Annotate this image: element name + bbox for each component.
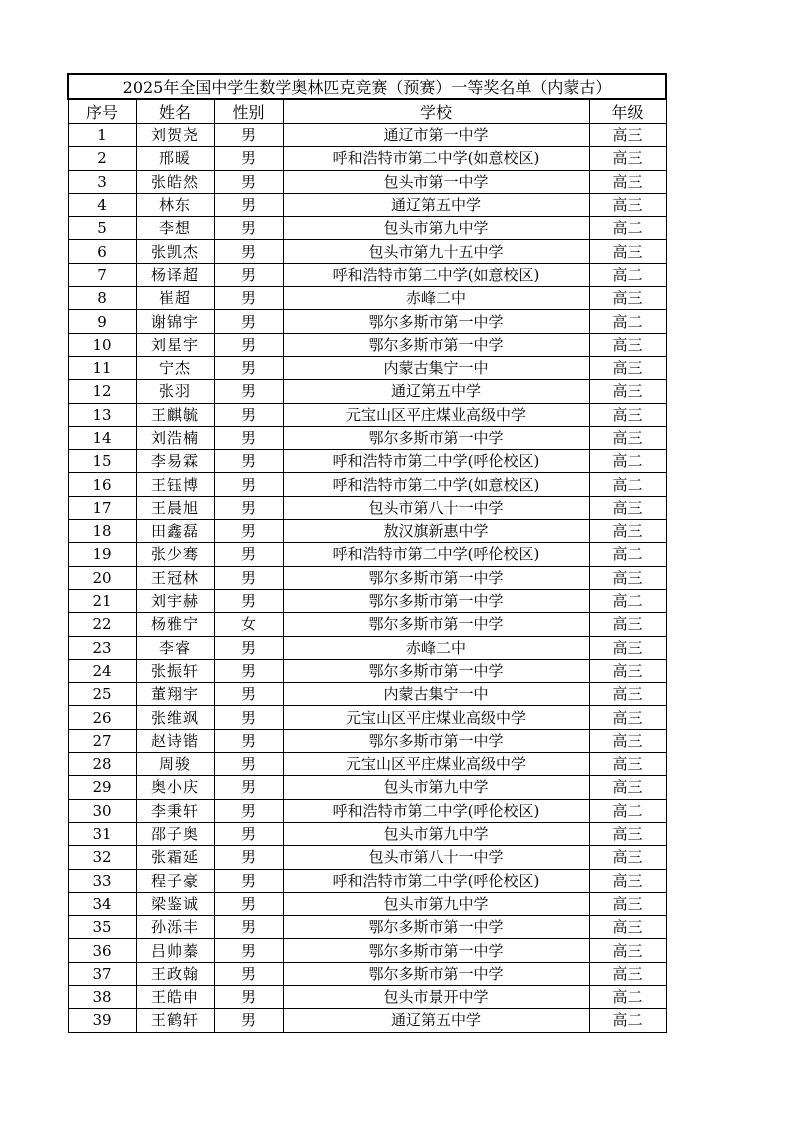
cell-school: 呼和浩特市第二中学(呼伦校区)	[283, 869, 589, 892]
cell-number: 5	[68, 217, 136, 240]
cell-grade: 高三	[589, 706, 666, 729]
award-table	[67, 73, 667, 1033]
cell-school: 内蒙古集宁一中	[283, 356, 589, 379]
cell-school: 鄂尔多斯市第一中学	[283, 566, 589, 589]
cell-grade: 高三	[589, 753, 666, 776]
cell-gender: 男	[214, 193, 283, 216]
cell-name: 王皓申	[136, 985, 214, 1008]
cell-school: 呼和浩特市第二中学(呼伦校区)	[283, 799, 589, 822]
cell-name: 杨译超	[136, 263, 214, 286]
cell-school: 鄂尔多斯市第一中学	[283, 613, 589, 636]
cell-number: 36	[68, 939, 136, 962]
table-row	[68, 962, 666, 985]
cell-school: 包头市第八十一中学	[283, 846, 589, 869]
cell-number: 30	[68, 799, 136, 822]
cell-school: 包头市第九中学	[283, 892, 589, 915]
cell-number: 39	[68, 1009, 136, 1032]
cell-gender: 男	[214, 170, 283, 193]
cell-number: 7	[68, 263, 136, 286]
cell-school: 呼和浩特市第二中学(如意校区)	[283, 147, 589, 170]
cell-gender: 男	[214, 729, 283, 752]
cell-grade: 高三	[589, 776, 666, 799]
cell-number: 27	[68, 729, 136, 752]
cell-number: 14	[68, 426, 136, 449]
cell-grade: 高三	[589, 240, 666, 263]
cell-gender: 男	[214, 822, 283, 845]
cell-school: 元宝山区平庄煤业高级中学	[283, 753, 589, 776]
cell-gender: 男	[214, 892, 283, 915]
cell-grade: 高三	[589, 170, 666, 193]
cell-grade: 高三	[589, 566, 666, 589]
cell-name: 张霜延	[136, 846, 214, 869]
table-row	[68, 170, 666, 193]
cell-name: 孙泺丰	[136, 916, 214, 939]
cell-school: 鄂尔多斯市第一中学	[283, 589, 589, 612]
table-row	[68, 939, 666, 962]
cell-name: 刘贺尧	[136, 124, 214, 147]
cell-number: 29	[68, 776, 136, 799]
cell-gender: 男	[214, 450, 283, 473]
cell-gender: 男	[214, 1009, 283, 1032]
table-row	[68, 147, 666, 170]
table-row	[68, 776, 666, 799]
cell-name: 王冠林	[136, 566, 214, 589]
cell-school: 赤峰二中	[283, 636, 589, 659]
cell-school: 包头市第九中学	[283, 776, 589, 799]
cell-school: 内蒙古集宁一中	[283, 683, 589, 706]
cell-school: 呼和浩特市第二中学(呼伦校区)	[283, 543, 589, 566]
table-row	[68, 520, 666, 543]
cell-number: 2	[68, 147, 136, 170]
table-row	[68, 240, 666, 263]
cell-school: 通辽第五中学	[283, 193, 589, 216]
cell-grade: 高二	[589, 799, 666, 822]
cell-grade: 高三	[589, 729, 666, 752]
cell-grade: 高二	[589, 450, 666, 473]
cell-name: 王钰博	[136, 473, 214, 496]
cell-gender: 男	[214, 869, 283, 892]
cell-number: 24	[68, 659, 136, 682]
table-row	[68, 846, 666, 869]
cell-grade: 高二	[589, 589, 666, 612]
cell-name: 张少骞	[136, 543, 214, 566]
cell-name: 王鹤轩	[136, 1009, 214, 1032]
cell-number: 31	[68, 822, 136, 845]
cell-school: 鄂尔多斯市第一中学	[283, 333, 589, 356]
cell-number: 12	[68, 380, 136, 403]
cell-school: 包头市第八十一中学	[283, 496, 589, 519]
cell-gender: 男	[214, 659, 283, 682]
cell-number: 15	[68, 450, 136, 473]
cell-grade: 高三	[589, 124, 666, 147]
cell-grade: 高二	[589, 473, 666, 496]
cell-gender: 男	[214, 473, 283, 496]
cell-number: 10	[68, 333, 136, 356]
cell-grade: 高三	[589, 659, 666, 682]
cell-school: 包头市景开中学	[283, 985, 589, 1008]
cell-gender: 男	[214, 240, 283, 263]
cell-name: 邵子奥	[136, 822, 214, 845]
table-row	[68, 916, 666, 939]
cell-name: 李想	[136, 217, 214, 240]
cell-number: 9	[68, 310, 136, 333]
table-row	[68, 496, 666, 519]
table-row	[68, 869, 666, 892]
cell-name: 程子豪	[136, 869, 214, 892]
table-row	[68, 589, 666, 612]
cell-name: 李易霖	[136, 450, 214, 473]
cell-name: 赵诗锴	[136, 729, 214, 752]
cell-gender: 男	[214, 263, 283, 286]
table-row	[68, 1009, 666, 1032]
table-row	[68, 683, 666, 706]
cell-number: 4	[68, 193, 136, 216]
cell-grade: 高三	[589, 520, 666, 543]
cell-number: 28	[68, 753, 136, 776]
cell-name: 王晨旭	[136, 496, 214, 519]
cell-name: 周骏	[136, 753, 214, 776]
cell-name: 张振轩	[136, 659, 214, 682]
header-gender: 性别	[214, 99, 283, 124]
cell-name: 梁鉴诚	[136, 892, 214, 915]
cell-gender: 男	[214, 543, 283, 566]
cell-number: 11	[68, 356, 136, 379]
header-row	[68, 99, 666, 124]
header-school: 学校	[283, 99, 589, 124]
table-row	[68, 892, 666, 915]
cell-school: 包头市第一中学	[283, 170, 589, 193]
cell-name: 王麒毓	[136, 403, 214, 426]
cell-gender: 男	[214, 916, 283, 939]
cell-gender: 男	[214, 356, 283, 379]
cell-number: 19	[68, 543, 136, 566]
cell-number: 18	[68, 520, 136, 543]
cell-grade: 高三	[589, 496, 666, 519]
table-row	[68, 450, 666, 473]
cell-gender: 男	[214, 846, 283, 869]
table-body	[68, 124, 666, 1033]
cell-number: 6	[68, 240, 136, 263]
cell-number: 20	[68, 566, 136, 589]
cell-gender: 男	[214, 496, 283, 519]
cell-name: 谢锦宇	[136, 310, 214, 333]
cell-gender: 男	[214, 799, 283, 822]
cell-gender: 男	[214, 706, 283, 729]
cell-gender: 男	[214, 589, 283, 612]
cell-name: 刘宇赫	[136, 589, 214, 612]
table-row	[68, 333, 666, 356]
cell-school: 鄂尔多斯市第一中学	[283, 729, 589, 752]
cell-gender: 男	[214, 776, 283, 799]
cell-number: 38	[68, 985, 136, 1008]
cell-name: 张羽	[136, 380, 214, 403]
cell-school: 鄂尔多斯市第一中学	[283, 426, 589, 449]
table-row	[68, 706, 666, 729]
table-row	[68, 613, 666, 636]
header-number: 序号	[68, 99, 136, 124]
cell-grade: 高三	[589, 613, 666, 636]
cell-number: 21	[68, 589, 136, 612]
cell-gender: 男	[214, 939, 283, 962]
cell-number: 33	[68, 869, 136, 892]
table-row	[68, 473, 666, 496]
cell-grade: 高三	[589, 333, 666, 356]
cell-number: 37	[68, 962, 136, 985]
cell-gender: 男	[214, 147, 283, 170]
cell-grade: 高三	[589, 356, 666, 379]
cell-name: 李秉轩	[136, 799, 214, 822]
table-row	[68, 799, 666, 822]
table-row	[68, 753, 666, 776]
cell-number: 8	[68, 287, 136, 310]
cell-name: 张凯杰	[136, 240, 214, 263]
cell-name: 杨雅宁	[136, 613, 214, 636]
cell-grade: 高三	[589, 916, 666, 939]
cell-grade: 高三	[589, 147, 666, 170]
cell-school: 包头市第九中学	[283, 217, 589, 240]
table-row	[68, 217, 666, 240]
table-row	[68, 287, 666, 310]
table-row	[68, 566, 666, 589]
cell-school: 鄂尔多斯市第一中学	[283, 659, 589, 682]
cell-number: 16	[68, 473, 136, 496]
table-row	[68, 124, 666, 147]
cell-number: 35	[68, 916, 136, 939]
table-row	[68, 356, 666, 379]
cell-grade: 高二	[589, 1009, 666, 1032]
cell-grade: 高二	[589, 310, 666, 333]
cell-gender: 男	[214, 566, 283, 589]
cell-school: 鄂尔多斯市第一中学	[283, 939, 589, 962]
cell-grade: 高三	[589, 869, 666, 892]
cell-name: 宁杰	[136, 356, 214, 379]
cell-school: 鄂尔多斯市第一中学	[283, 310, 589, 333]
cell-school: 元宝山区平庄煤业高级中学	[283, 706, 589, 729]
cell-number: 22	[68, 613, 136, 636]
cell-name: 董翔宇	[136, 683, 214, 706]
cell-gender: 男	[214, 380, 283, 403]
cell-number: 13	[68, 403, 136, 426]
cell-grade: 高二	[589, 263, 666, 286]
cell-name: 李睿	[136, 636, 214, 659]
table-row	[68, 426, 666, 449]
table-row	[68, 543, 666, 566]
cell-school: 鄂尔多斯市第一中学	[283, 916, 589, 939]
cell-grade: 高三	[589, 846, 666, 869]
cell-gender: 男	[214, 753, 283, 776]
cell-name: 刘星宇	[136, 333, 214, 356]
cell-gender: 女	[214, 613, 283, 636]
cell-gender: 男	[214, 310, 283, 333]
cell-grade: 高三	[589, 962, 666, 985]
cell-gender: 男	[214, 683, 283, 706]
cell-grade: 高二	[589, 217, 666, 240]
cell-grade: 高三	[589, 822, 666, 845]
cell-gender: 男	[214, 287, 283, 310]
header-name: 姓名	[136, 99, 214, 124]
cell-grade: 高三	[589, 892, 666, 915]
cell-number: 25	[68, 683, 136, 706]
cell-gender: 男	[214, 985, 283, 1008]
cell-name: 奥小庆	[136, 776, 214, 799]
header-grade: 年级	[589, 99, 666, 124]
cell-number: 26	[68, 706, 136, 729]
cell-gender: 男	[214, 217, 283, 240]
table-row	[68, 729, 666, 752]
table-title: 2025年全国中学生数学奥林匹克竞赛（预赛）一等奖名单（内蒙古）	[68, 74, 666, 99]
cell-gender: 男	[214, 426, 283, 449]
cell-school: 呼和浩特市第二中学(如意校区)	[283, 473, 589, 496]
cell-grade: 高三	[589, 939, 666, 962]
cell-name: 吕帅蓁	[136, 939, 214, 962]
cell-name: 张皓然	[136, 170, 214, 193]
cell-name: 林东	[136, 193, 214, 216]
cell-grade: 高三	[589, 287, 666, 310]
table-row	[68, 636, 666, 659]
cell-gender: 男	[214, 520, 283, 543]
cell-school: 赤峰二中	[283, 287, 589, 310]
cell-number: 23	[68, 636, 136, 659]
table-row	[68, 310, 666, 333]
cell-school: 包头市第九中学	[283, 822, 589, 845]
cell-grade: 高三	[589, 426, 666, 449]
table-row	[68, 193, 666, 216]
cell-number: 17	[68, 496, 136, 519]
cell-grade: 高三	[589, 193, 666, 216]
cell-number: 34	[68, 892, 136, 915]
table-row	[68, 985, 666, 1008]
cell-gender: 男	[214, 333, 283, 356]
cell-number: 1	[68, 124, 136, 147]
cell-school: 呼和浩特市第二中学(呼伦校区)	[283, 450, 589, 473]
cell-number: 32	[68, 846, 136, 869]
cell-school: 通辽市第一中学	[283, 124, 589, 147]
cell-grade: 高三	[589, 683, 666, 706]
cell-name: 张维飒	[136, 706, 214, 729]
cell-gender: 男	[214, 124, 283, 147]
cell-grade: 高二	[589, 543, 666, 566]
cell-school: 元宝山区平庄煤业高级中学	[283, 403, 589, 426]
table-row	[68, 380, 666, 403]
cell-name: 邢暖	[136, 147, 214, 170]
table-row	[68, 659, 666, 682]
cell-grade: 高二	[589, 985, 666, 1008]
cell-name: 王政翰	[136, 962, 214, 985]
cell-gender: 男	[214, 403, 283, 426]
cell-school: 包头市第九十五中学	[283, 240, 589, 263]
cell-grade: 高三	[589, 636, 666, 659]
table-row	[68, 263, 666, 286]
award-sheet	[67, 73, 667, 1033]
cell-grade: 高三	[589, 380, 666, 403]
cell-gender: 男	[214, 636, 283, 659]
cell-gender: 男	[214, 962, 283, 985]
cell-school: 敖汉旗新惠中学	[283, 520, 589, 543]
cell-school: 通辽第五中学	[283, 380, 589, 403]
cell-name: 崔超	[136, 287, 214, 310]
cell-name: 田鑫磊	[136, 520, 214, 543]
cell-grade: 高三	[589, 403, 666, 426]
cell-number: 3	[68, 170, 136, 193]
table-row	[68, 822, 666, 845]
table-row	[68, 403, 666, 426]
cell-school: 呼和浩特市第二中学(如意校区)	[283, 263, 589, 286]
cell-name: 刘浩楠	[136, 426, 214, 449]
cell-school: 鄂尔多斯市第一中学	[283, 962, 589, 985]
cell-school: 通辽第五中学	[283, 1009, 589, 1032]
